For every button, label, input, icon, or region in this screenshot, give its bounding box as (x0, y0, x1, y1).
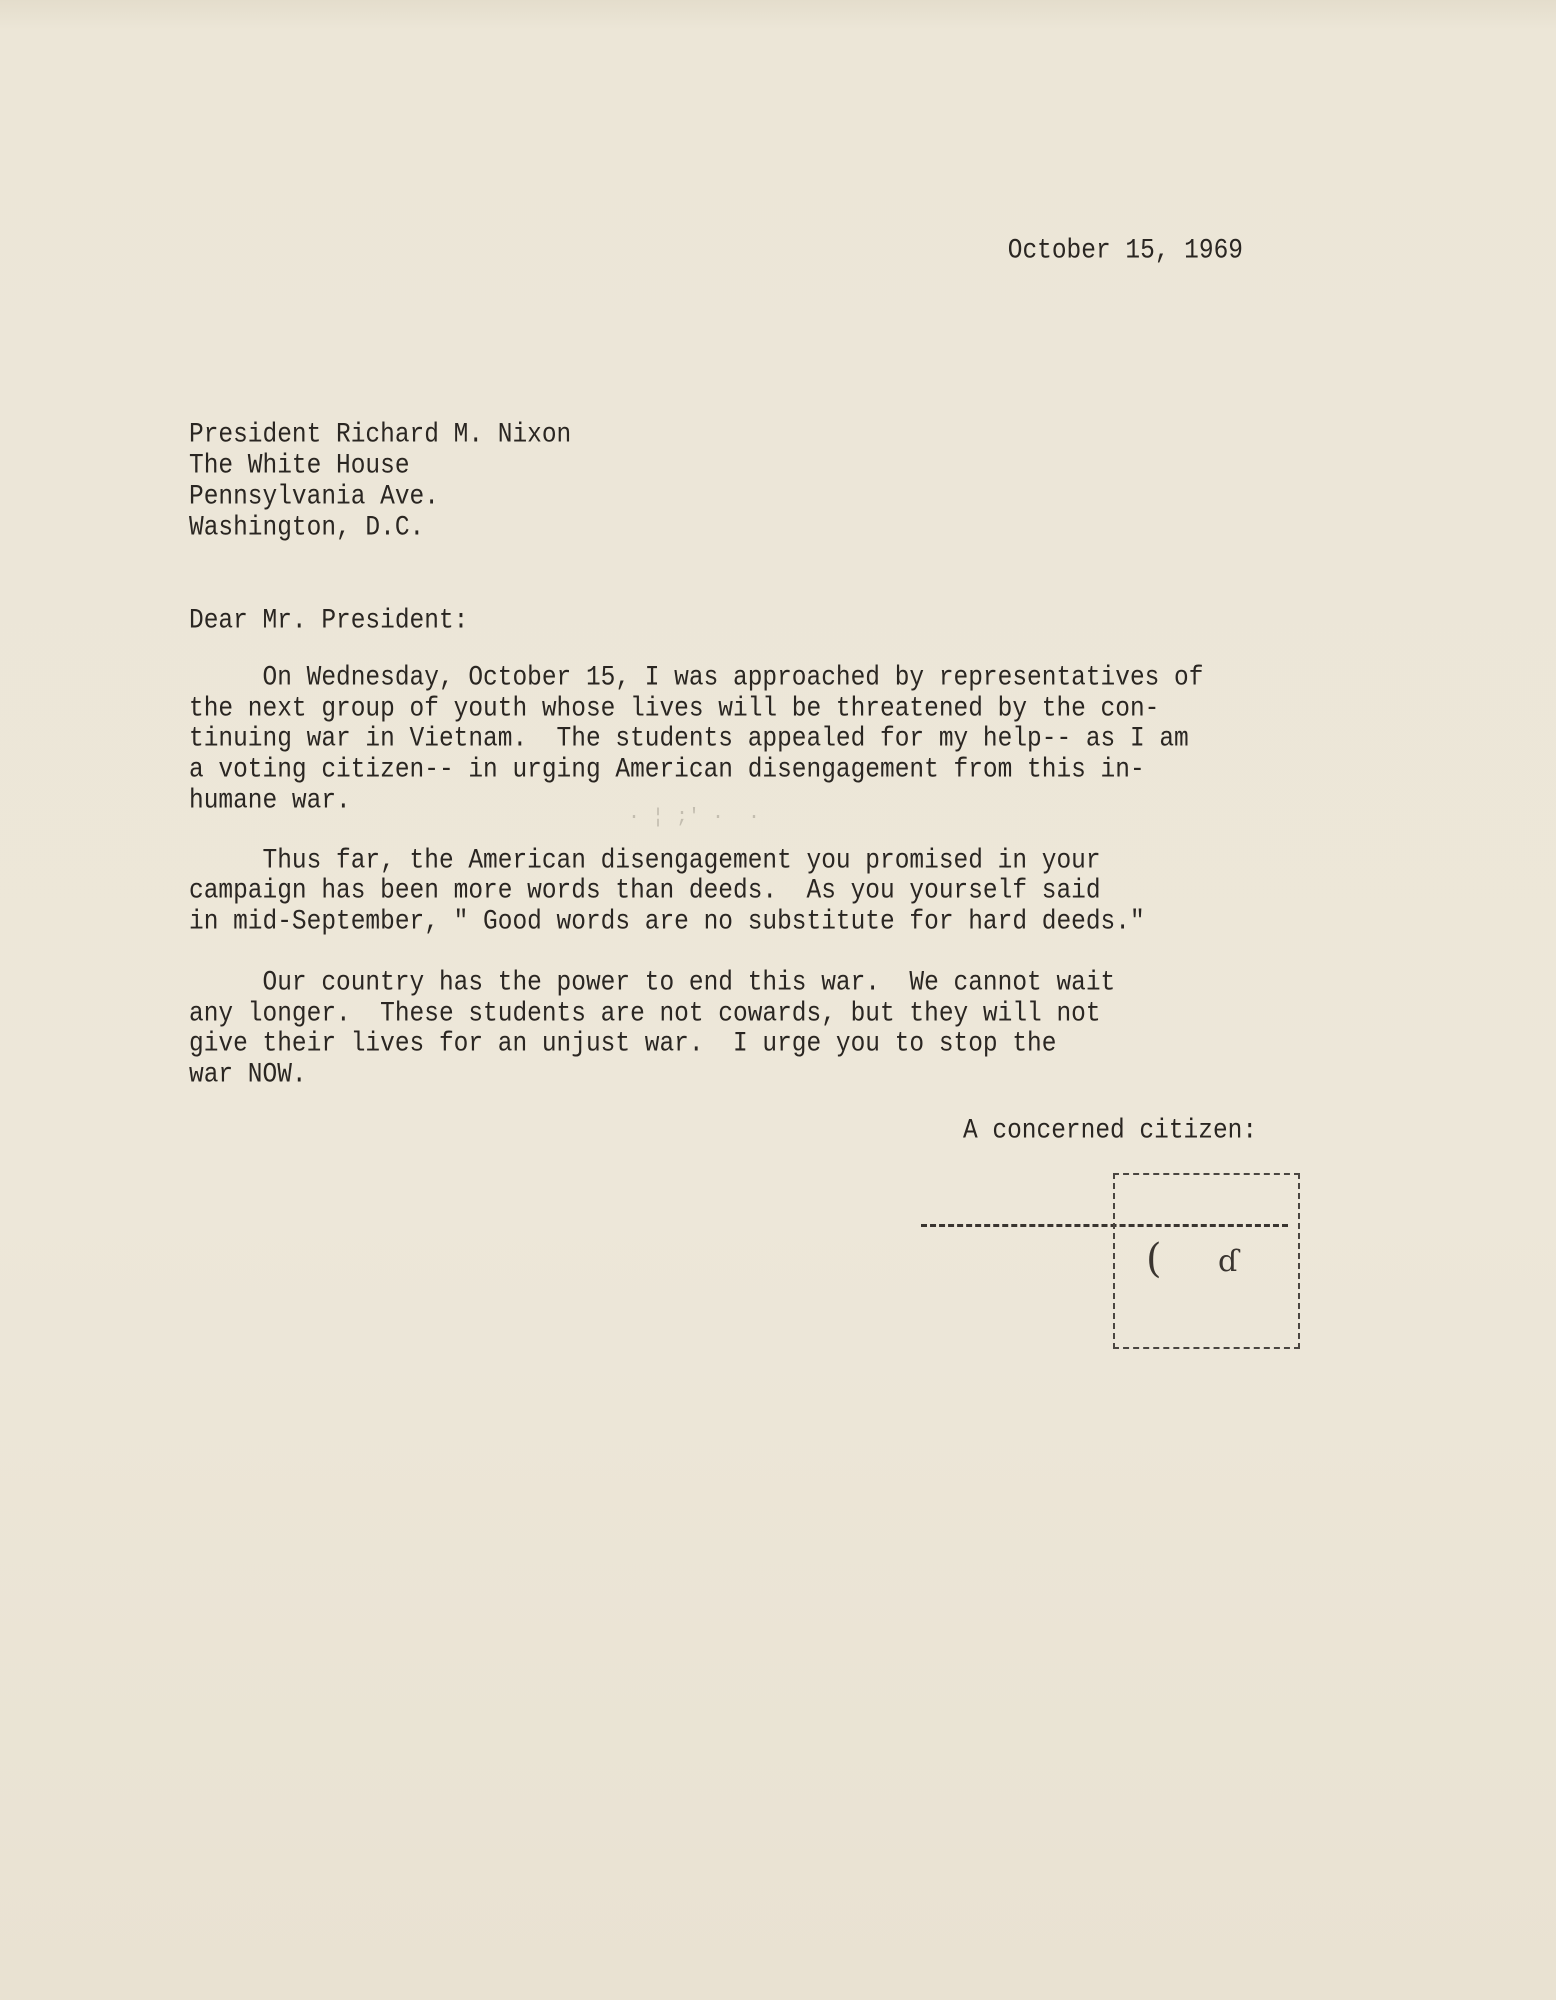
signature-mark: ɗ (1218, 1244, 1239, 1279)
paragraph-1-line: the next group of youth whose lives will be threatened by the con- (189, 694, 1160, 725)
address-line: The White House (189, 451, 410, 482)
address-line: Washington, D.C. (189, 513, 425, 544)
paragraph-3-line: any longer. These students are not cowards, but they will not (189, 999, 1101, 1030)
signature-mark: ( (1146, 1236, 1162, 1282)
paragraph-2-line: in mid-September, " Good words are no substitute for hard deeds." (189, 907, 1145, 938)
address-line: President Richard M. Nixon (189, 420, 572, 451)
paragraph-3-line: war NOW. (189, 1060, 307, 1091)
letter-date: October 15, 1969 (1007, 236, 1243, 267)
paragraph-2-line: campaign has been more words than deeds. As you yourself said (189, 876, 1101, 907)
paragraph-1-line: a voting citizen-- in urging American disengagement from this in- (189, 755, 1145, 786)
signature-stamp-box (1113, 1173, 1300, 1349)
paragraph-1-line: humane war. (189, 786, 351, 817)
closing: A concerned citizen: (963, 1116, 1258, 1147)
salutation: Dear Mr. President: (189, 606, 469, 637)
paragraph-3-line: Our country has the power to end this war. We cannot wait (189, 968, 1116, 999)
paragraph-1-line: tinuing war in Vietnam. The students appealed for my help-- as I am (189, 724, 1189, 755)
address-line: Pennsylvania Ave. (189, 482, 439, 513)
paragraph-1-line: On Wednesday, October 15, I was approached by representatives of (189, 663, 1204, 694)
paragraph-2-line: Thus far, the American disengagement you promised in your (189, 846, 1101, 877)
show-through-smudge: · ¦ ;' · · (628, 806, 761, 829)
paragraph-3-line: give their lives for an unjust war. I urge you to stop the (189, 1029, 1057, 1060)
